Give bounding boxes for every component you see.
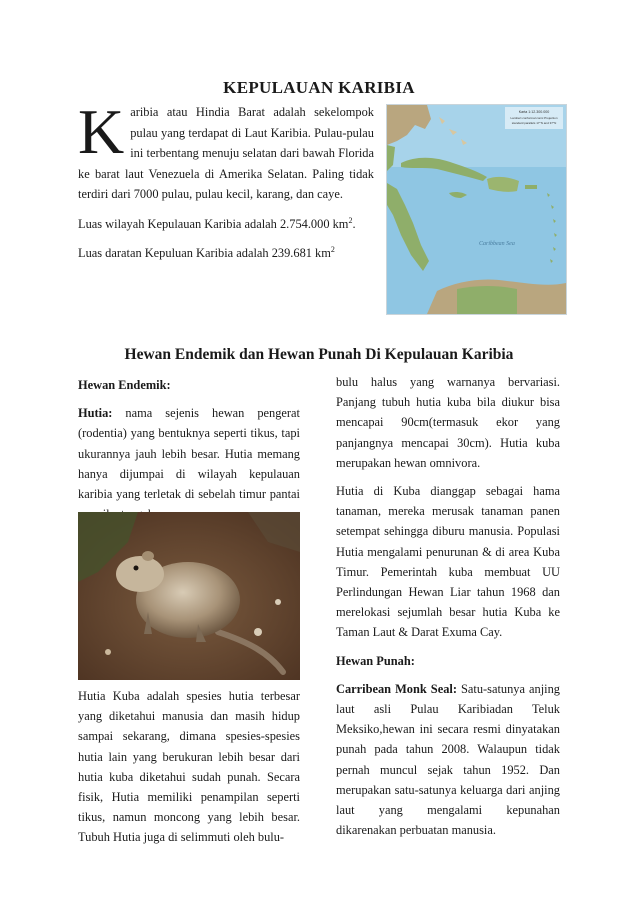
caribbean-map bbox=[386, 104, 567, 315]
area-superscript: 2 bbox=[348, 215, 353, 225]
land-area-paragraph bbox=[78, 240, 374, 264]
area-paragraph bbox=[78, 211, 374, 235]
right-column bbox=[336, 372, 560, 848]
monk-seal-label: Carribean Monk Seal: bbox=[336, 681, 457, 696]
monk-seal-text: Satu-satunya anjing laut asli Pulau Karibiadan Teluk Meksiko,hewan ini secara resmi dinyatakan punah pada tahun 2008. Walaupun tidak pernah muncul sejak tahun 1952. Dan merupakan satu-satunya keluarga dari anjing laut yang mengalami kepunahan dikarenakan perbuatan manusia. bbox=[336, 681, 560, 838]
hutia-description-paragraph: bulu halus yang warnanya bervariasi. Panjang tubuh hutia kuba bila diukur bisa mencapai 90cm(termasuk ekor yang panjangnya mencapai 30cm). Hutia kuba merupakan hewan omnivora. bbox=[336, 375, 560, 470]
photo-pebble bbox=[275, 599, 281, 605]
land-area-superscript: 2 bbox=[330, 245, 335, 255]
map-legend-line-2: Lambert conformal conic Projection bbox=[510, 116, 558, 120]
hutia-image bbox=[78, 512, 300, 680]
land-area-text: Luas daratan Kepuluan Karibia adalah 239.681 km bbox=[78, 246, 331, 261]
endemic-heading: Hewan Endemik: bbox=[78, 378, 171, 392]
intro-paragraph-text: aribia atau Hindia Barat adalah sekelompok pulau yang terdapat di Laut Karibia. Pulau-pulau ini terbentang menuju selatan dari bawah Florida ke barat laut Venezuela di Amerika Selatan. Paling tidak terdiri dari 7000 pulau, pulau kecil, karang, dan caye. bbox=[78, 105, 374, 201]
hutia-photo bbox=[78, 512, 300, 680]
drop-cap: K bbox=[78, 96, 125, 167]
hutia-text: nama sejenis hewan pengerat (rodentia) yang bentuknya seperti tikus, tapi ukurannya jauh lebih besar. Hutia memang hanya dijumpai di wilayah kepulauan karibia yang terletak di sebelah timur pantai bbox=[78, 406, 300, 502]
section-title: Hewan Endemik dan Hewan Punah Di Kepulauan Karibia bbox=[124, 346, 514, 363]
intro-paragraph bbox=[78, 96, 374, 205]
map-sea-label: Caribbean Sea bbox=[479, 241, 515, 247]
hutia-pest-paragraph: Hutia di Kuba dianggap sebagai hama tanaman, mereka merusak tanaman panen setempat sehingga diburu manusia. Populasi Hutia mengalami penurunan & di area Kuba Timur. Pemerintah kuba membuat UU Perlindungan Hewan Liar tahun 1968 dan merelokasi sejumlah besar hutia Kuba ke Taman Laut & Darat Exuma Cay. bbox=[336, 484, 560, 640]
map-image bbox=[387, 105, 566, 314]
photo-pebble bbox=[254, 628, 262, 636]
map-legend-line-1: Karta 1:12.300.000 bbox=[518, 110, 550, 114]
map-legend-line-3: standard parallels 17°N and 37°N bbox=[511, 121, 557, 125]
hutia-head bbox=[116, 556, 164, 592]
area-text: Luas wilayah Kepulauan Karibia adalah 2.754.000 km bbox=[78, 216, 349, 231]
hutia-paragraph bbox=[78, 403, 300, 524]
extinct-heading: Hewan Punah: bbox=[336, 653, 415, 668]
photo-pebble bbox=[105, 649, 111, 655]
left-column bbox=[78, 375, 300, 532]
map-land-puerto-rico bbox=[525, 185, 537, 189]
area-end: . bbox=[352, 216, 356, 231]
left-bottom-column bbox=[78, 686, 300, 856]
page-title: KEPULAUAN KARIBIA bbox=[223, 78, 415, 97]
hutia-eye bbox=[134, 566, 139, 571]
intro-text bbox=[78, 96, 374, 270]
hutia-ear bbox=[142, 551, 154, 561]
hutia-kuba-paragraph: Hutia Kuba adalah spesies hutia terbesar yang diketahui manusia dan masih hidup sampai sekarang, dimana spesies-spesies hutia lain yang berukuran lebih besar dari hutia kuba diketahui sudah punah. Secara fisik, Hutia memiliki penampilan seperti tikus, namun moncong yang lebih besar. Tubuh Hutia juga di selimmuti oleh bulu- bbox=[78, 689, 300, 845]
hutia-label: Hutia: bbox=[78, 406, 113, 421]
monk-seal-paragraph bbox=[336, 679, 560, 841]
map-land-venezuela bbox=[457, 286, 517, 314]
